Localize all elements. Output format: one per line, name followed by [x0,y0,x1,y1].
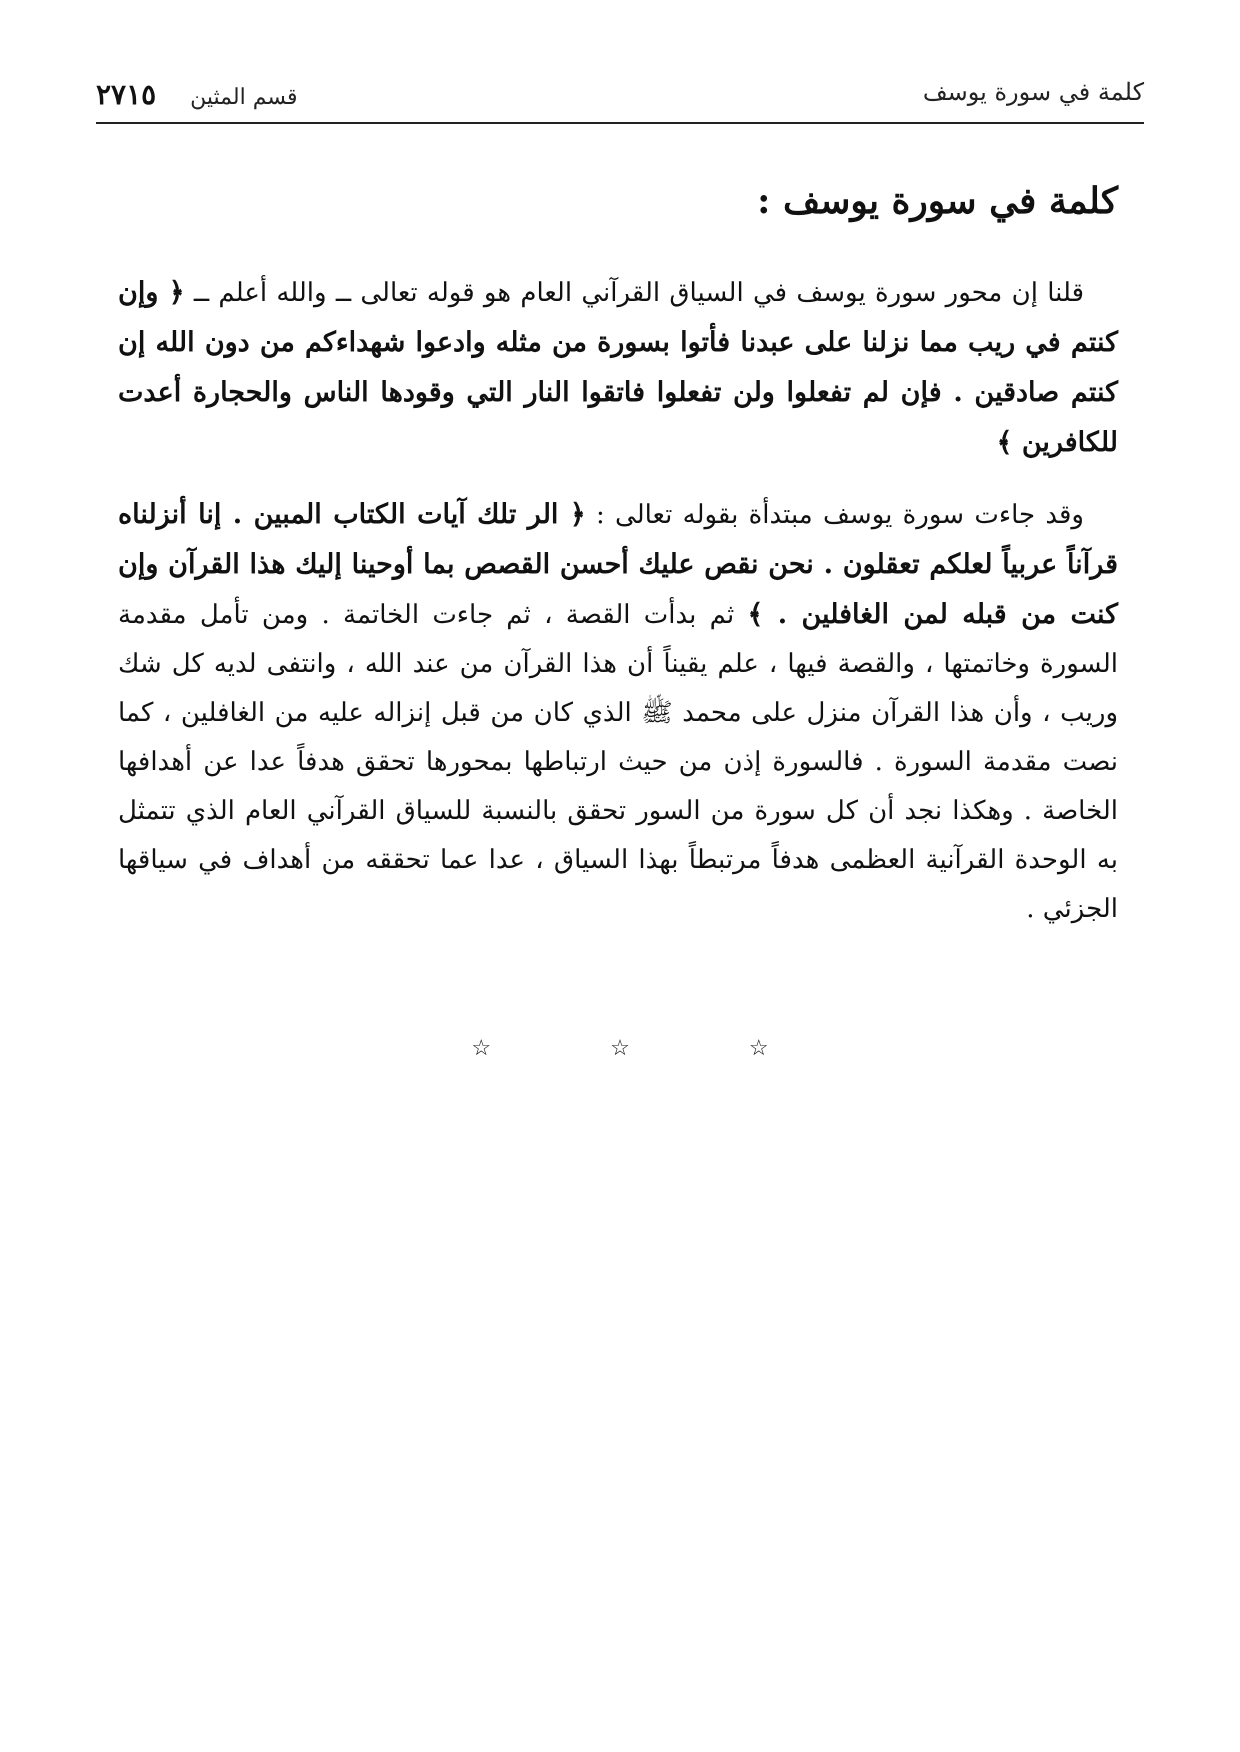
paragraph-2 [118,490,1118,934]
header-rule [96,122,1144,124]
paragraph-2-body: ومن تأمل مقدمة السورة وخاتمتها ، والقصة فيها ، علم يقيناً أن هذا القرآن من عند الله ، وانتفى لديه كل شك وريب ، وأن هذا القرآن منزل على محمد ﷺ الذي كان من قبل إنزاله عليه من الغافلين ، كما نصت مقدمة السورة . فالسورة إذن من حيث ارتباطها بمحورها تحقق هدفاً عدا عن أهدافها الخاصة . وهكذا نجد أن كل سورة من السور تحقق بالنسبة للسياق القرآني العام الذي تتمثل به الوحدة القرآنية العظمى هدفاً مرتبطاً بهذا السياق ، عدا عما تحققه من أهداف في سياقها الجزئي . [118,600,1119,924]
header-left-group [96,78,298,111]
paragraph-1 [118,268,1118,468]
running-title: كلمة في سورة يوسف [922,78,1144,106]
running-header [96,78,1144,118]
section-name: قسم المثين [190,85,298,110]
section-separator-stars: ☆ ☆ ☆ [471,1036,825,1061]
paragraph-2-intro: وقد جاءت سورة يوسف مبتدأة بقوله تعالى : [595,500,1084,530]
paragraph-1-intro: قلنا إن محور سورة يوسف في السياق القرآني العام هو قوله تعالى ــ والله أعلم ــ [193,278,1085,308]
quran-verse-1: ﴿ وإن كنتم في ريب مما نزلنا على عبدنا فأتوا بسورة من مثله وادعوا شهداءكم من دون الله إن كنتم صادقين . فإن لم تفعلوا ولن تفعلوا فاتقوا النار التي وقودها الناس والحجارة أعدت للكافرين ﴾ [118,277,1118,458]
chapter-heading: كلمة في سورة يوسف : [757,180,1118,222]
quran-verse-2: ﴿ الر تلك آيات الكتاب المبين . إنا أنزلناه قرآناً عربياً لعلكم تعقلون . نحن نقص عليك أحسن القصص بما أوحينا إليك هذا القرآن وإن كنت من قبله لمن الغافلين . ﴾ [118,499,1119,630]
page-number: ٢٧١٥ [96,78,157,111]
paragraph-2-after-verse: ثم بدأت القصة ، ثم جاءت الخاتمة . [321,600,735,630]
